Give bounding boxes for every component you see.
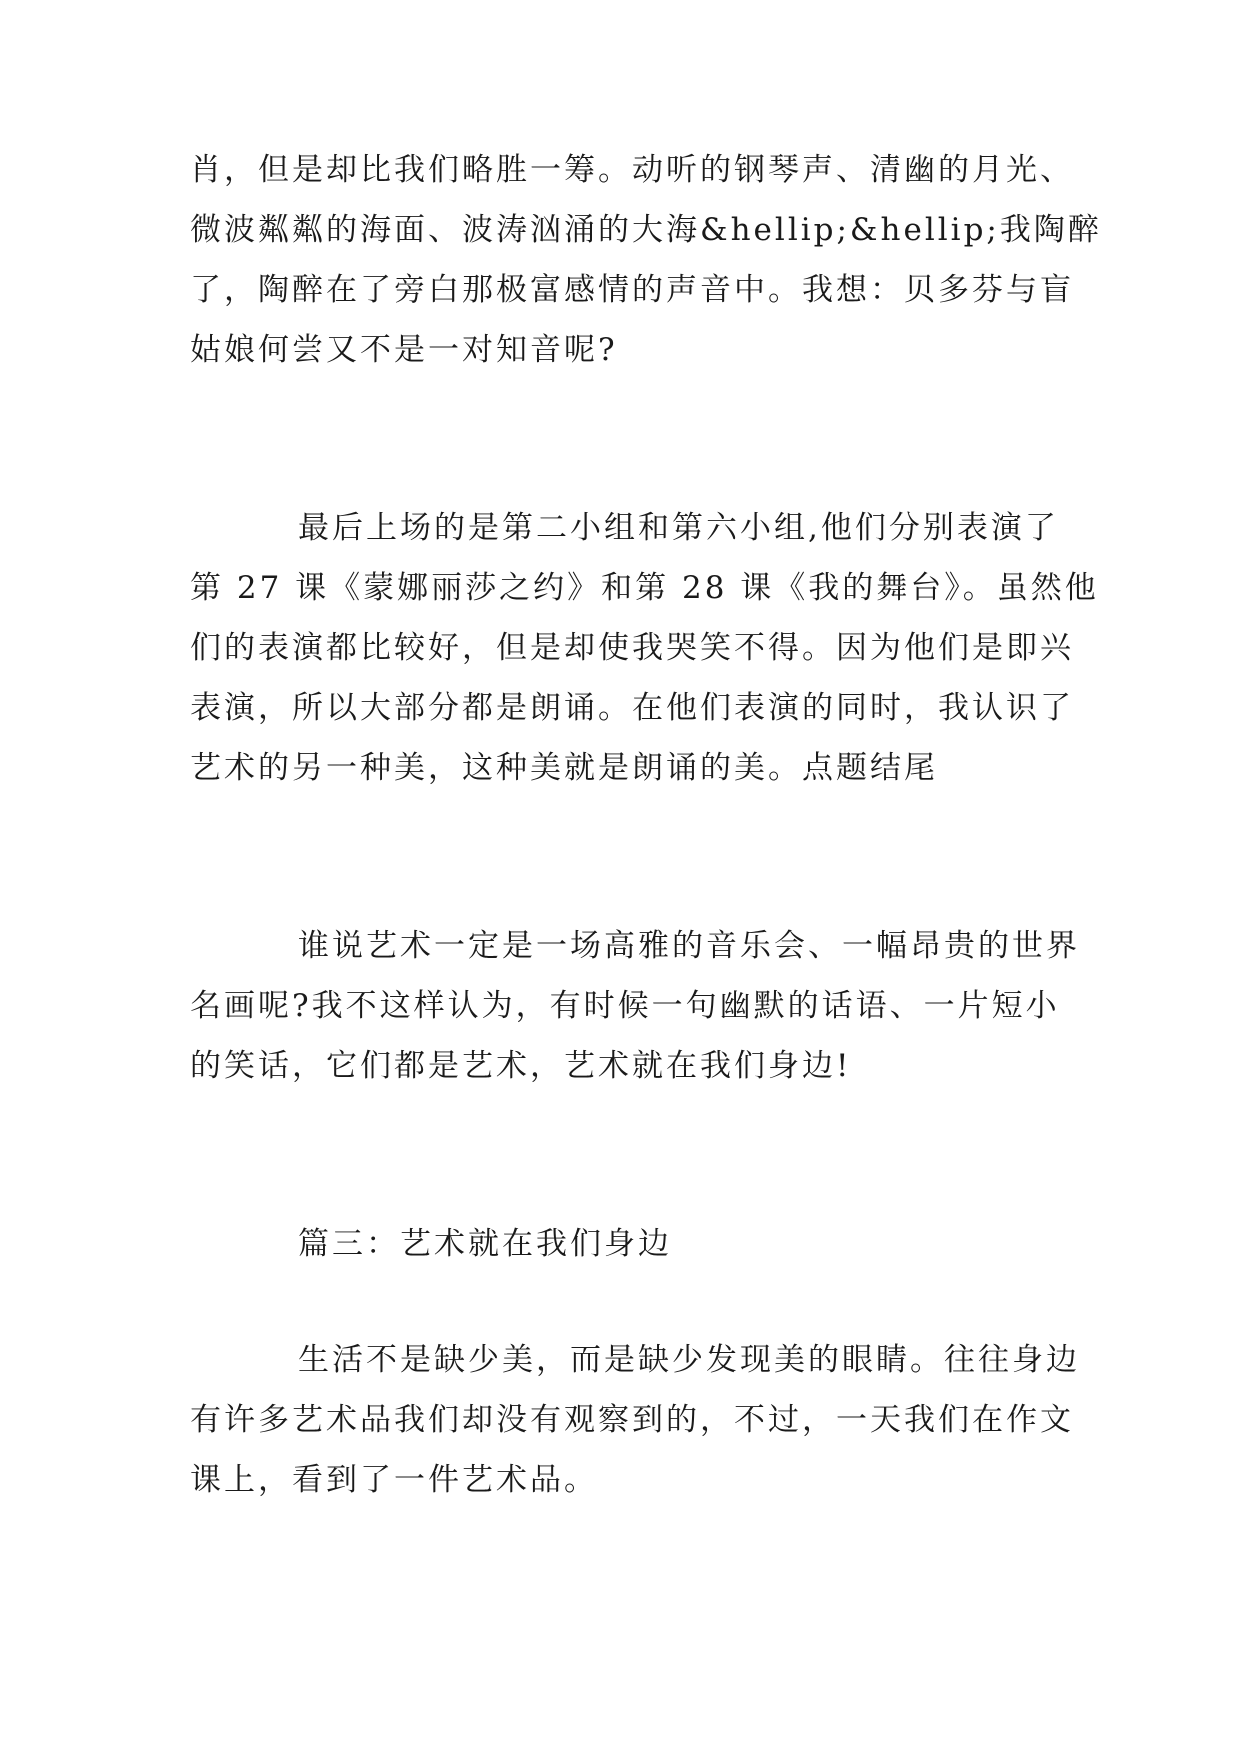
paragraph-line: 最后上场的是第二小组和第六小组,他们分别表演了	[298, 510, 1059, 546]
paragraph-line: 表演，所以大部分都是朗诵。在他们表演的同时，我认识了	[190, 690, 1074, 726]
paragraph-line: 艺术的另一种美，这种美就是朗诵的美。点题结尾	[190, 750, 938, 786]
section-heading: 篇三：艺术就在我们身边	[298, 1226, 672, 1262]
paragraph-line: 课上，看到了一件艺术品。	[190, 1462, 598, 1498]
paragraph-line: 的笑话，它们都是艺术，艺术就在我们身边!	[190, 1048, 852, 1084]
paragraph-line: 肖，但是却比我们略胜一筹。动听的钢琴声、清幽的月光、	[190, 152, 1074, 188]
paragraph-line: 生活不是缺少美，而是缺少发现美的眼睛。往往身边	[298, 1342, 1080, 1378]
paragraph-line: 了，陶醉在了旁白那极富感情的声音中。我想：贝多芬与盲	[190, 272, 1074, 308]
paragraph-line: 姑娘何尝又不是一对知音呢?	[190, 332, 618, 368]
paragraph-line: 们的表演都比较好，但是却使我哭笑不得。因为他们是即兴	[190, 630, 1074, 666]
paragraph-line: 谁说艺术一定是一场高雅的音乐会、一幅昂贵的世界	[298, 928, 1080, 964]
paragraph-line: 第 27 课《蒙娜丽莎之约》和第 28 课《我的舞台》。虽然他	[190, 570, 1099, 606]
paragraph-line: 名画呢?我不这样认为，有时候一句幽默的话语、一片短小	[190, 988, 1060, 1024]
paragraph-line: 有许多艺术品我们却没有观察到的，不过，一天我们在作文	[190, 1402, 1074, 1438]
paragraph-line: 微波粼粼的海面、波涛汹涌的大海&hellip;&hellip;我陶醉	[190, 212, 1102, 248]
